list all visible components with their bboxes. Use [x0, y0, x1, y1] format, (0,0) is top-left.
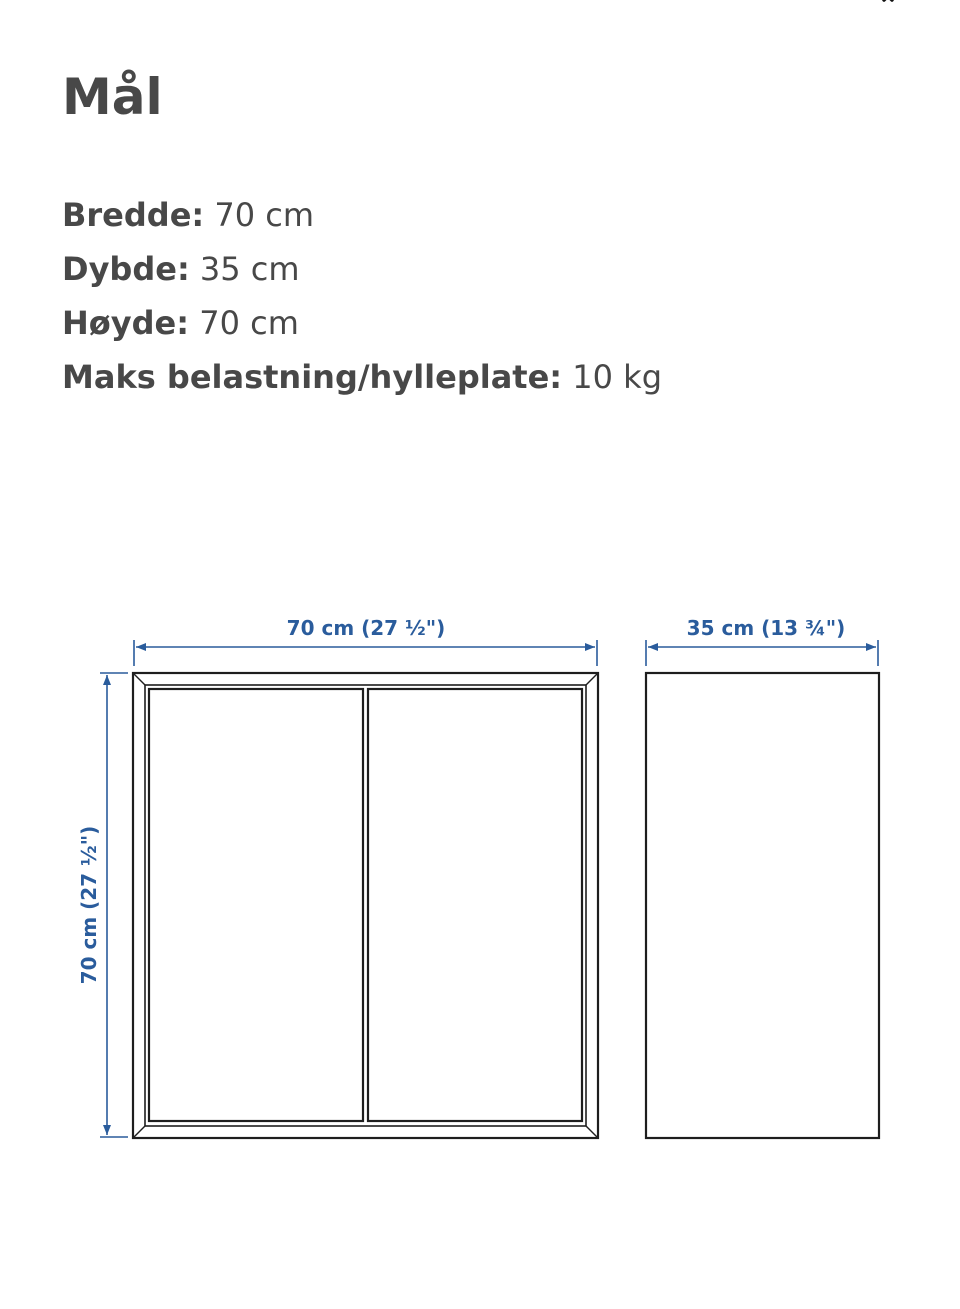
spec-value: 10 kg [562, 358, 662, 396]
width-dimension [134, 640, 597, 666]
spec-label: Dybde: [62, 250, 190, 288]
right-door [368, 689, 582, 1121]
spec-list [62, 188, 662, 404]
spec-value: 70 cm [189, 304, 299, 342]
spec-width [62, 188, 662, 242]
spec-label: Høyde: [62, 304, 190, 342]
close-button[interactable] [868, 0, 908, 10]
spec-height [62, 296, 662, 350]
width-dimension-label: 70 cm (27 ½") [286, 616, 446, 640]
spec-value: 70 cm [204, 196, 315, 234]
close-icon [868, 0, 908, 10]
spec-label: Bredde: [62, 196, 205, 234]
spec-max-load [62, 350, 662, 404]
page-title: Mål [62, 68, 163, 126]
front-outer-frame [133, 673, 598, 1138]
spec-depth [62, 242, 662, 296]
side-view [646, 673, 879, 1138]
height-dimension-label: 70 cm (27 ½") [77, 825, 101, 985]
spec-value: 35 cm [189, 250, 300, 288]
depth-dimension-label: 35 cm (13 ¾") [686, 616, 846, 640]
depth-dimension [646, 640, 878, 666]
spec-label: Maks belastning/hylleplate: [62, 358, 563, 396]
front-view [133, 673, 598, 1138]
front-inner-frame [145, 685, 586, 1126]
left-door [149, 689, 363, 1121]
height-dimension [100, 673, 128, 1137]
